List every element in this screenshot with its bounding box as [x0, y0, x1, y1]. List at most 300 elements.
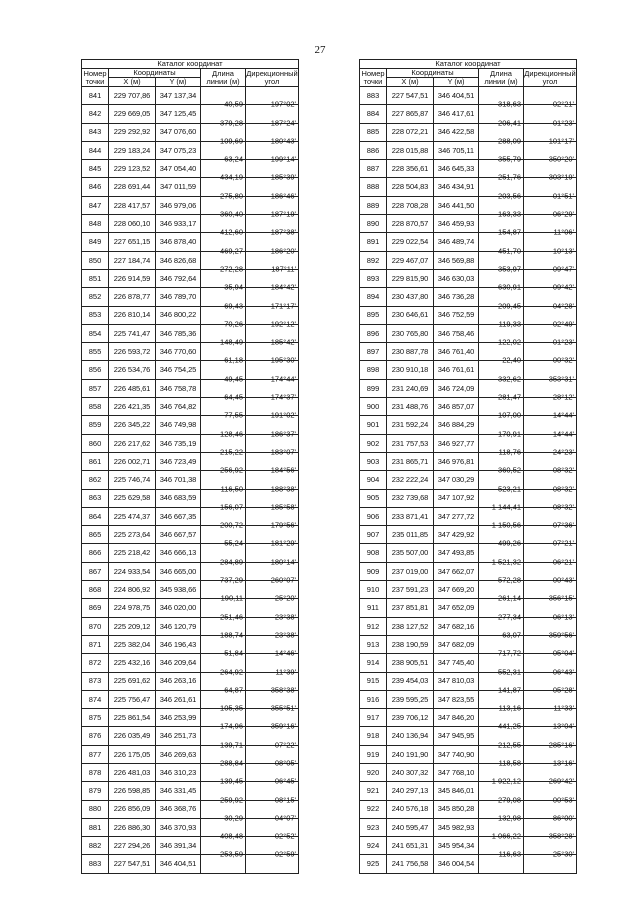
- point-number: 912: [360, 617, 387, 635]
- point-number: 865: [82, 526, 109, 544]
- coord-y: 347 429,92: [434, 526, 479, 544]
- coord-y: 346 004,54: [434, 855, 479, 873]
- direction-angle: 192°12': [270, 319, 296, 329]
- line-length: 272,28: [220, 264, 243, 274]
- direction-angle: 14°44': [552, 428, 574, 438]
- direction-angle: 186°20': [270, 245, 296, 255]
- coord-x: 226 878,77: [109, 288, 156, 306]
- table-row: [360, 87, 577, 105]
- direction-angle: 174°37': [270, 392, 296, 402]
- line-length: 251,46: [220, 611, 243, 621]
- line-length: 360,40: [220, 209, 243, 219]
- coord-y: 346 370,93: [156, 818, 201, 836]
- coord-y: 347 107,92: [434, 489, 479, 507]
- coord-x: 238 127,52: [387, 617, 434, 635]
- point-number: 847: [82, 196, 109, 214]
- point-number: 900: [360, 398, 387, 416]
- line-length: 132,98: [498, 813, 521, 823]
- point-number: 876: [82, 727, 109, 745]
- line-length: 281,47: [498, 392, 521, 402]
- coord-y: 346 404,51: [434, 87, 479, 105]
- point-number: 851: [82, 269, 109, 287]
- coord-y: 346 826,68: [156, 251, 201, 269]
- point-number: 855: [82, 343, 109, 361]
- direction-angle: 28°12': [552, 392, 574, 402]
- line-length: 64,45: [224, 392, 243, 402]
- coord-x: 224 806,92: [109, 581, 156, 599]
- direction-angle: 184°42': [270, 282, 296, 292]
- line-length: 22,40: [502, 355, 521, 365]
- coord-x: 237 851,81: [387, 599, 434, 617]
- coord-x: 230 765,80: [387, 324, 434, 342]
- coord-y: 347 277,72: [434, 507, 479, 525]
- header-direction-angle: Дирекционный угол: [246, 69, 298, 86]
- coord-x: 228 072,21: [387, 123, 434, 141]
- direction-angle: 185°42': [270, 337, 296, 347]
- line-length: 434,19: [220, 172, 243, 182]
- point-number: 848: [82, 215, 109, 233]
- coord-y: 345 982,93: [434, 818, 479, 836]
- point-number: 844: [82, 141, 109, 159]
- point-number: 870: [82, 617, 109, 635]
- coord-x: 239 454,03: [387, 672, 434, 690]
- coord-y: 346 927,77: [434, 434, 479, 452]
- coord-y: 346 761,40: [434, 343, 479, 361]
- direction-angle: 358°28': [548, 831, 574, 841]
- line-length: 170,91: [498, 428, 521, 438]
- coord-y: 346 261,61: [156, 690, 201, 708]
- point-number: 901: [360, 416, 387, 434]
- direction-angle-cell: [246, 87, 299, 109]
- coord-x: 241 651,31: [387, 837, 434, 855]
- point-number: 918: [360, 727, 387, 745]
- direction-angle: 10°13': [552, 245, 574, 255]
- point-number: 891: [360, 233, 387, 251]
- coord-x: 225 629,58: [109, 489, 156, 507]
- coord-x: 226 485,61: [109, 379, 156, 397]
- line-length: 141,87: [498, 685, 521, 695]
- coord-x: 229 467,07: [387, 251, 434, 269]
- line-length: 118,76: [498, 447, 521, 457]
- coord-y: 347 011,59: [156, 178, 201, 196]
- coord-y: 346 749,98: [156, 416, 201, 434]
- line-length: 318,63: [498, 99, 521, 109]
- direction-angle: 187°24': [270, 117, 296, 127]
- coord-y: 346 752,59: [434, 306, 479, 324]
- point-number: 888: [360, 178, 387, 196]
- point-number: 849: [82, 233, 109, 251]
- point-number: 892: [360, 251, 387, 269]
- point-number: 895: [360, 306, 387, 324]
- direction-angle: 269°42': [548, 776, 574, 786]
- line-length: 163,33: [498, 209, 521, 219]
- line-length: 118,58: [498, 758, 521, 768]
- coord-y: 346 434,91: [434, 178, 479, 196]
- line-length: 209,45: [498, 300, 521, 310]
- coord-y: 346 770,60: [156, 343, 201, 361]
- coord-x: 233 871,41: [387, 507, 434, 525]
- direction-angle-cell: [524, 87, 577, 109]
- point-number: 868: [82, 581, 109, 599]
- point-number: 874: [82, 690, 109, 708]
- direction-angle: 07°22': [274, 739, 296, 749]
- catalog-title: Каталог координат: [360, 60, 577, 69]
- coord-x: 229 123,52: [109, 160, 156, 178]
- coord-y: 347 662,07: [434, 562, 479, 580]
- line-length: 215,22: [220, 447, 243, 457]
- coord-x: 225 273,64: [109, 526, 156, 544]
- coord-y: 346 665,00: [156, 562, 201, 580]
- coord-y: 346 196,43: [156, 635, 201, 653]
- coord-x: 238 905,51: [387, 654, 434, 672]
- coord-x: 229 815,90: [387, 269, 434, 287]
- direction-angle: 353°31': [548, 374, 574, 383]
- coord-x: 227 294,26: [109, 837, 156, 855]
- coord-x: 241 756,58: [387, 855, 434, 873]
- line-length: 332,62: [498, 374, 521, 383]
- point-number: 919: [360, 745, 387, 763]
- coord-y: 346 459,93: [434, 215, 479, 233]
- direction-angle: 08°32': [552, 465, 574, 475]
- point-number: 878: [82, 763, 109, 781]
- line-length: 1 521,32: [491, 556, 521, 566]
- coord-x: 240 576,18: [387, 800, 434, 818]
- direction-angle: 08°32': [552, 483, 574, 493]
- point-number: 911: [360, 599, 387, 617]
- line-length: 30,29: [224, 813, 243, 823]
- coord-x: 240 191,90: [387, 745, 434, 763]
- header-y: Y (м): [434, 78, 479, 87]
- direction-angle: 06°13': [552, 611, 574, 621]
- coord-x: 240 595,47: [387, 818, 434, 836]
- header-point-number: Номер точки: [361, 69, 385, 86]
- coord-x: 230 437,80: [387, 288, 434, 306]
- coord-y: 346 857,07: [434, 398, 479, 416]
- coord-y: 347 768,10: [434, 763, 479, 781]
- line-length: 70,26: [224, 319, 243, 329]
- coord-x: 226 421,35: [109, 398, 156, 416]
- point-number: 917: [360, 709, 387, 727]
- coord-x: 228 870,57: [387, 215, 434, 233]
- point-number: 869: [82, 599, 109, 617]
- point-number: 899: [360, 379, 387, 397]
- coord-y: 347 745,40: [434, 654, 479, 672]
- coord-y: 347 030,29: [434, 471, 479, 489]
- coord-y: 347 823,55: [434, 690, 479, 708]
- line-length: 408,48: [220, 831, 243, 841]
- point-number: 881: [82, 818, 109, 836]
- coord-x: 232 222,24: [387, 471, 434, 489]
- direction-angle: 02°49': [552, 319, 574, 329]
- line-length: 174,96: [220, 721, 243, 731]
- direction-angle: 05°04': [552, 648, 574, 658]
- point-number: 845: [82, 160, 109, 178]
- point-number: 861: [82, 452, 109, 470]
- direction-angle: 359°56': [548, 630, 574, 640]
- direction-angle: 02°59': [274, 849, 296, 859]
- coord-x: 239 595,25: [387, 690, 434, 708]
- direction-angle: 180°43': [270, 136, 296, 146]
- direction-angle: 07°36': [552, 520, 574, 530]
- line-length: 279,08: [498, 794, 521, 804]
- coord-y: 346 976,81: [434, 452, 479, 470]
- direction-angle: 24°23': [552, 447, 574, 457]
- catalog-title: Каталог координат: [82, 60, 299, 69]
- coord-y: 346 764,82: [156, 398, 201, 416]
- line-length: 253,59: [220, 849, 243, 859]
- point-number: 904: [360, 471, 387, 489]
- line-length: 61,18: [224, 355, 243, 365]
- coord-y: 347 740,90: [434, 745, 479, 763]
- line-length: 113,16: [498, 703, 521, 713]
- coord-y: 346 263,16: [156, 672, 201, 690]
- direction-angle: 303°19': [548, 172, 574, 182]
- direction-angle: 183°07': [270, 447, 296, 457]
- direction-angle: 191°02': [270, 410, 296, 420]
- direction-angle: 04°28': [552, 300, 574, 310]
- coord-y: 346 758,46: [434, 324, 479, 342]
- coord-x: 226 598,85: [109, 782, 156, 800]
- direction-angle: 00°32': [552, 355, 574, 365]
- line-length: 256,92: [220, 465, 243, 475]
- coord-y: 345 850,28: [434, 800, 479, 818]
- line-length: 284,89: [220, 556, 243, 566]
- direction-angle: 14°44': [552, 410, 574, 420]
- coord-x: 235 011,85: [387, 526, 434, 544]
- direction-angle: 181°29': [270, 538, 296, 548]
- coord-x: 227 651,15: [109, 233, 156, 251]
- line-length: 63,24: [224, 154, 243, 164]
- coord-y: 346 789,70: [156, 288, 201, 306]
- coord-y: 346 404,51: [156, 855, 201, 873]
- coord-y: 346 701,38: [156, 471, 201, 489]
- line-length: 139,71: [220, 739, 243, 749]
- point-number: 913: [360, 635, 387, 653]
- direction-angle: 187°38': [270, 227, 296, 237]
- point-number: 898: [360, 361, 387, 379]
- direction-angle: 188°38': [270, 483, 296, 493]
- direction-angle: 06°45': [274, 776, 296, 786]
- header-line-length: Длина линии (м): [479, 69, 524, 87]
- coord-x: 229 292,92: [109, 123, 156, 141]
- header-x: X (м): [387, 78, 434, 87]
- direction-angle: 195°30': [270, 355, 296, 365]
- line-length: 212,55: [498, 739, 521, 749]
- direction-angle: 06°29': [552, 209, 574, 219]
- direction-angle: 11°33': [553, 703, 574, 713]
- point-number: 875: [82, 709, 109, 727]
- point-number: 877: [82, 745, 109, 763]
- direction-angle: 260°07': [270, 575, 296, 585]
- direction-angle: 06°43': [552, 666, 574, 676]
- direction-angle: 184°56': [270, 465, 296, 475]
- coord-x: 230 887,78: [387, 343, 434, 361]
- coord-y: 346 251,73: [156, 727, 201, 745]
- coordinate-catalog-table-left: [81, 59, 299, 874]
- coord-x: 228 504,83: [387, 178, 434, 196]
- coord-y: 346 569,88: [434, 251, 479, 269]
- coord-y: 346 120,79: [156, 617, 201, 635]
- direction-angle: 187°11': [271, 264, 296, 274]
- point-number: 883: [82, 855, 109, 873]
- coord-y: 347 076,60: [156, 123, 201, 141]
- line-length: 1 066,22: [491, 831, 521, 841]
- line-length: 355,79: [498, 154, 521, 164]
- line-length: 154,87: [498, 227, 521, 237]
- line-length: 203,56: [498, 191, 521, 201]
- coord-x: 225 746,74: [109, 471, 156, 489]
- coord-x: 229 183,24: [109, 141, 156, 159]
- line-length: 156,07: [220, 502, 243, 512]
- direction-angle: 06°21': [552, 556, 574, 566]
- line-length: 109,69: [220, 136, 243, 146]
- coord-x: 230 910,18: [387, 361, 434, 379]
- direction-angle: 01°23': [552, 337, 574, 347]
- point-number: 843: [82, 123, 109, 141]
- header-x: X (м): [109, 78, 156, 87]
- coord-x: 237 019,00: [387, 562, 434, 580]
- point-number: 910: [360, 581, 387, 599]
- coord-y: 347 682,16: [434, 617, 479, 635]
- point-number: 884: [360, 105, 387, 123]
- line-length: 63,07: [502, 630, 521, 640]
- direction-angle: 186°37': [270, 428, 296, 438]
- point-number: 907: [360, 526, 387, 544]
- direction-angle: 356°15': [548, 593, 574, 603]
- point-number: 924: [360, 837, 387, 855]
- coord-x: 240 136,94: [387, 727, 434, 745]
- coord-x: 225 209,12: [109, 617, 156, 635]
- coord-x: 228 691,44: [109, 178, 156, 196]
- header-point-number: Номер точки: [83, 69, 107, 86]
- line-length: 200,72: [220, 520, 243, 530]
- coord-y: 346 209,64: [156, 654, 201, 672]
- coord-x: 225 861,54: [109, 709, 156, 727]
- point-number: 860: [82, 434, 109, 452]
- line-length: 552,31: [498, 666, 521, 676]
- line-length: 275,80: [220, 191, 243, 201]
- coord-y: 346 441,50: [434, 196, 479, 214]
- direction-angle: 02°21': [552, 99, 574, 109]
- point-number: 880: [82, 800, 109, 818]
- point-number: 873: [82, 672, 109, 690]
- line-length: 1 150,56: [491, 520, 521, 530]
- direction-angle: 00°43': [552, 575, 574, 585]
- header-coordinates: Координаты: [109, 69, 201, 78]
- coord-x: 225 691,62: [109, 672, 156, 690]
- coord-y: 346 489,74: [434, 233, 479, 251]
- header-direction-angle: Дирекционный угол: [524, 69, 576, 86]
- header-line-length: Длина линии (м): [201, 69, 246, 87]
- point-number: 889: [360, 196, 387, 214]
- direction-angle: 86°00': [552, 813, 574, 823]
- point-number: 879: [82, 782, 109, 800]
- direction-angle: 14°46': [274, 648, 296, 658]
- coord-y: 346 683,59: [156, 489, 201, 507]
- coord-x: 235 507,00: [387, 544, 434, 562]
- point-number: 864: [82, 507, 109, 525]
- direction-angle: 25°20': [274, 593, 296, 603]
- direction-angle: 186°46': [270, 191, 296, 201]
- point-number: 916: [360, 690, 387, 708]
- direction-angle: 174°44': [270, 374, 296, 383]
- coord-y: 346 331,45: [156, 782, 201, 800]
- coord-y: 346 723,49: [156, 452, 201, 470]
- line-length: 122,02: [498, 337, 521, 347]
- direction-angle: 02°52': [274, 831, 296, 841]
- point-number: 856: [82, 361, 109, 379]
- point-number: 914: [360, 654, 387, 672]
- line-length: 277,34: [498, 611, 521, 621]
- line-length: 107,00: [498, 410, 521, 420]
- coord-y: 346 645,33: [434, 160, 479, 178]
- point-number: 885: [360, 123, 387, 141]
- point-number: 862: [82, 471, 109, 489]
- point-number: 909: [360, 562, 387, 580]
- line-length: 360,52: [498, 465, 521, 475]
- catalog-body-right: [360, 87, 577, 874]
- coord-x: 225 741,47: [109, 324, 156, 342]
- point-number: 867: [82, 562, 109, 580]
- direction-angle: 13°04': [552, 721, 574, 731]
- line-length: 523,21: [498, 483, 521, 493]
- point-number: 850: [82, 251, 109, 269]
- direction-angle: 08°05': [274, 758, 296, 768]
- coord-x: 224 978,75: [109, 599, 156, 617]
- point-number: 908: [360, 544, 387, 562]
- coord-x: 239 706,12: [387, 709, 434, 727]
- coord-x: 226 914,59: [109, 269, 156, 287]
- direction-angle: 180°14': [270, 556, 296, 566]
- direction-angle: 11°06': [553, 227, 574, 237]
- direction-angle: 07°21': [552, 538, 574, 548]
- point-number: 863: [82, 489, 109, 507]
- line-length: 499,26: [498, 538, 521, 548]
- coord-x: 228 708,28: [387, 196, 434, 214]
- line-length: 288,09: [498, 136, 521, 146]
- coord-x: 224 933,54: [109, 562, 156, 580]
- coord-x: 229 669,05: [109, 105, 156, 123]
- coord-x: 226 481,03: [109, 763, 156, 781]
- coord-y: 346 667,57: [156, 526, 201, 544]
- coord-x: 226 217,62: [109, 434, 156, 452]
- direction-angle: 09°42': [552, 282, 574, 292]
- point-number: 903: [360, 452, 387, 470]
- point-number: 887: [360, 160, 387, 178]
- coord-x: 231 865,71: [387, 452, 434, 470]
- direction-angle: 13°16': [552, 758, 574, 768]
- coord-y: 347 846,20: [434, 709, 479, 727]
- line-length: 119,33: [498, 319, 521, 329]
- line-length: 451,70: [498, 245, 521, 255]
- direction-angle: 199°14': [270, 154, 296, 164]
- direction-angle: 359°16': [270, 721, 296, 731]
- line-length: 1 922,12: [491, 776, 521, 786]
- coord-x: 231 240,69: [387, 379, 434, 397]
- direction-angle: 25°30': [552, 849, 574, 859]
- line-length: 49,45: [224, 374, 243, 383]
- coord-x: 227 547,51: [387, 87, 434, 105]
- line-length: 35,94: [224, 282, 243, 292]
- point-number: 846: [82, 178, 109, 196]
- coord-y: 347 669,20: [434, 581, 479, 599]
- coord-x: 225 432,16: [109, 654, 156, 672]
- coord-x: 226 035,49: [109, 727, 156, 745]
- direction-angle: 01°23': [552, 117, 574, 127]
- coord-y: 346 785,36: [156, 324, 201, 342]
- point-number: 859: [82, 416, 109, 434]
- direction-angle: 23°38': [274, 630, 296, 640]
